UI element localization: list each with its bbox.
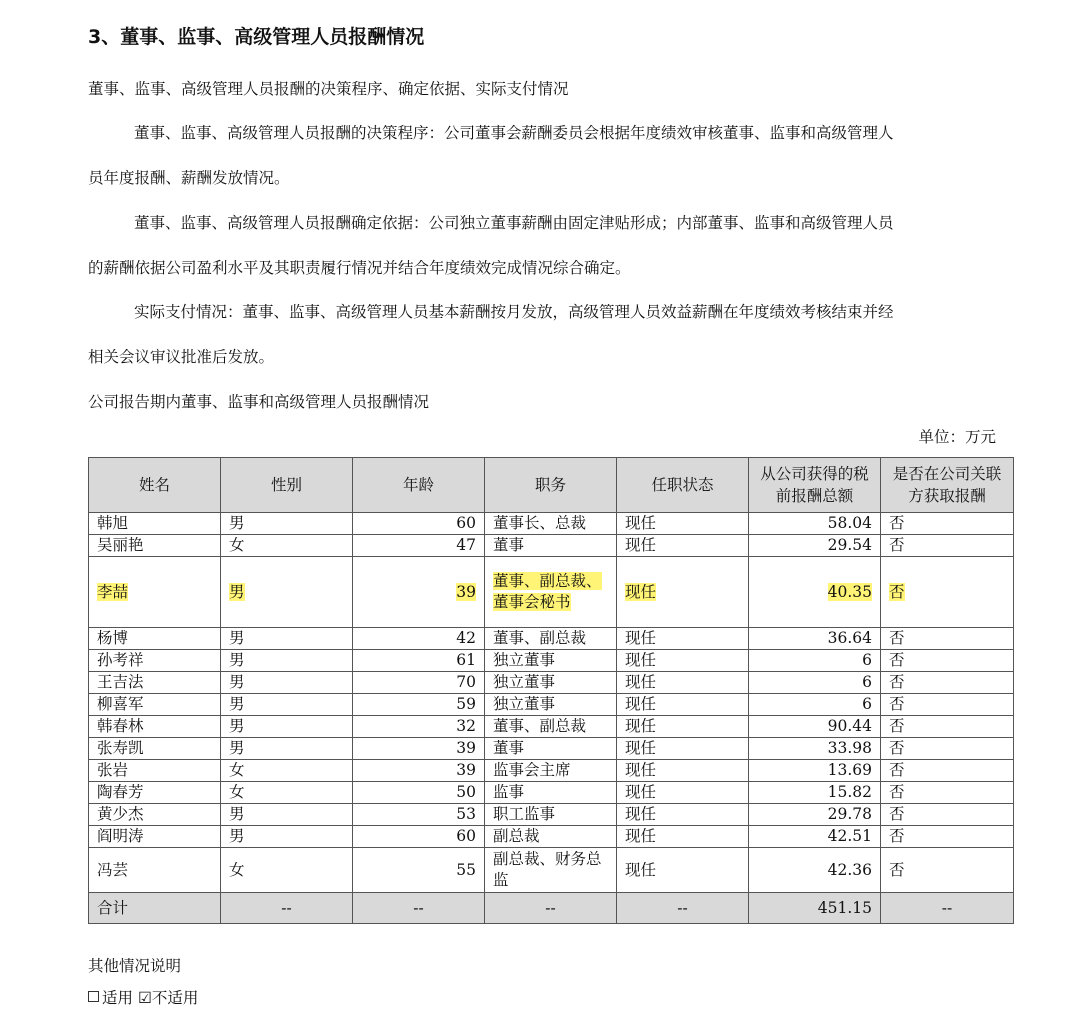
cell-pay: 15.82: [749, 782, 881, 804]
cell-pay: 29.54: [749, 535, 881, 557]
table-caption: 公司报告期内董事、监事和高级管理人员报酬情况: [88, 393, 430, 411]
table-row: [89, 738, 1014, 760]
cell-pay: 58.04: [749, 513, 881, 535]
cell-name: 韩春林: [89, 716, 221, 738]
cell-related: 否: [881, 716, 1014, 738]
cell-status: 现任: [617, 826, 749, 848]
cell-position: 独立董事: [485, 650, 617, 672]
cell-position: 独立董事: [485, 672, 617, 694]
cell-gender: 男: [221, 738, 353, 760]
table-row: [89, 826, 1014, 848]
cell-age: [353, 557, 485, 628]
cell-name: 孙考祥: [89, 650, 221, 672]
cell-position: [485, 557, 617, 628]
unit-label: 单位：万元: [918, 428, 996, 446]
cell-position: 董事: [485, 738, 617, 760]
cell-age: 47: [353, 535, 485, 557]
table-row: [89, 804, 1014, 826]
table-row: [89, 628, 1014, 650]
cell-related: 否: [881, 672, 1014, 694]
table-total-row: [89, 893, 1014, 924]
cell-related: 否: [881, 535, 1014, 557]
header-age: 年龄: [353, 458, 485, 513]
checkbox-not-applicable-checked[interactable]: ☑: [137, 989, 152, 1007]
cell-position: 职工监事: [485, 804, 617, 826]
cell-gender: 男: [221, 716, 353, 738]
cell-pay: 90.44: [749, 716, 881, 738]
cell-status: 现任: [617, 716, 749, 738]
cell-name: 张寿凯: [89, 738, 221, 760]
table-row: [89, 782, 1014, 804]
cell-gender: 男: [221, 513, 353, 535]
cell-gender: 男: [221, 650, 353, 672]
table-row: [89, 848, 1014, 893]
cell-age: 61: [353, 650, 485, 672]
highlighted-related: 否: [889, 582, 905, 601]
cell-pay: 6: [749, 694, 881, 716]
cell-related: [881, 557, 1014, 628]
cell-pay: 6: [749, 650, 881, 672]
para-basis-line2: 的薪酬依据公司盈利水平及其职责履行情况并结合年度绩效完成情况综合确定。: [88, 259, 631, 277]
cell-age: 50: [353, 782, 485, 804]
cell-position: 副总裁、财务总监: [485, 848, 617, 893]
applicability-options: [88, 986, 198, 1008]
cell-status: 现任: [617, 672, 749, 694]
cell-status: 现任: [617, 760, 749, 782]
header-related: 是否在公司关联方获取报酬: [881, 458, 1014, 513]
cell-pay: 13.69: [749, 760, 881, 782]
cell-name: 张岩: [89, 760, 221, 782]
cell-name: [89, 557, 221, 628]
subtitle: 董事、监事、高级管理人员报酬的决策程序、确定依据、实际支付情况: [88, 80, 569, 98]
cell-name: 杨博: [89, 628, 221, 650]
cell-position: 监事会主席: [485, 760, 617, 782]
table-row: [89, 694, 1014, 716]
para-payment-line2: 相关会议审议批准后发放。: [88, 348, 275, 366]
cell-related: 否: [881, 694, 1014, 716]
cell-related: 否: [881, 782, 1014, 804]
cell-age: 60: [353, 513, 485, 535]
cell-gender: 男: [221, 804, 353, 826]
cell-name: 阎明涛: [89, 826, 221, 848]
total-label: 合计: [89, 893, 221, 924]
cell-position: 董事长、总裁: [485, 513, 617, 535]
other-info-label: 其他情况说明: [88, 957, 182, 975]
cell-pay: 42.36: [749, 848, 881, 893]
table-row-highlighted: [89, 557, 1014, 628]
total-related: --: [881, 893, 1014, 924]
table-row: [89, 760, 1014, 782]
cell-pay: 36.64: [749, 628, 881, 650]
highlighted-age: 39: [456, 582, 476, 601]
cell-age: 70: [353, 672, 485, 694]
header-position: 职务: [485, 458, 617, 513]
cell-status: 现任: [617, 694, 749, 716]
header-pay: 从公司获得的税前报酬总额: [749, 458, 881, 513]
total-age: --: [353, 893, 485, 924]
cell-status: 现任: [617, 804, 749, 826]
option-applicable-label: 适用: [102, 989, 134, 1007]
cell-name: 黄少杰: [89, 804, 221, 826]
cell-pay: [749, 557, 881, 628]
cell-related: 否: [881, 826, 1014, 848]
cell-gender: 男: [221, 628, 353, 650]
cell-age: 60: [353, 826, 485, 848]
para-payment-line1: 实际支付情况：董事、监事、高级管理人员基本薪酬按月发放，高级管理人员效益薪酬在年度绩效考核结束并经: [134, 303, 894, 321]
cell-gender: 女: [221, 782, 353, 804]
option-not-applicable-label: 不适用: [151, 989, 199, 1007]
cell-status: 现任: [617, 535, 749, 557]
para-basis-line1: 董事、监事、高级管理人员报酬确定依据：公司独立董事薪酬由固定津贴形成；内部董事、监事和高级管理人员: [134, 214, 894, 232]
cell-pay: 6: [749, 672, 881, 694]
cell-age: 32: [353, 716, 485, 738]
checkbox-applicable[interactable]: [88, 991, 99, 1002]
cell-position: 独立董事: [485, 694, 617, 716]
cell-related: 否: [881, 760, 1014, 782]
total-status: --: [617, 893, 749, 924]
cell-gender: 女: [221, 848, 353, 893]
cell-status: 现任: [617, 513, 749, 535]
cell-name: 吴丽艳: [89, 535, 221, 557]
cell-age: 55: [353, 848, 485, 893]
cell-status: 现任: [617, 628, 749, 650]
cell-pay: 29.78: [749, 804, 881, 826]
cell-related: 否: [881, 738, 1014, 760]
header-name: 姓名: [89, 458, 221, 513]
total-pay: 451.15: [749, 893, 881, 924]
cell-status: 现任: [617, 782, 749, 804]
header-status: 任职状态: [617, 458, 749, 513]
highlighted-position: 董事、副总裁、董事会秘书: [493, 572, 602, 611]
cell-age: 53: [353, 804, 485, 826]
highlighted-status: 现任: [625, 582, 657, 601]
cell-gender: 女: [221, 535, 353, 557]
cell-position: 副总裁: [485, 826, 617, 848]
header-gender: 性别: [221, 458, 353, 513]
table-row: [89, 650, 1014, 672]
cell-status: 现任: [617, 650, 749, 672]
table-row: [89, 672, 1014, 694]
cell-related: 否: [881, 804, 1014, 826]
highlighted-name: 李喆: [97, 582, 129, 601]
table-header-row: [89, 458, 1014, 513]
cell-age: 39: [353, 760, 485, 782]
table-row: [89, 716, 1014, 738]
cell-name: 冯芸: [89, 848, 221, 893]
cell-pay: 33.98: [749, 738, 881, 760]
cell-position: 监事: [485, 782, 617, 804]
cell-gender: 男: [221, 826, 353, 848]
cell-pay: 42.51: [749, 826, 881, 848]
total-gender: --: [221, 893, 353, 924]
cell-position: 董事: [485, 535, 617, 557]
section-title: 3、董事、监事、高级管理人员报酬情况: [88, 26, 425, 48]
cell-age: 59: [353, 694, 485, 716]
cell-position: 董事、副总裁: [485, 716, 617, 738]
highlighted-pay: 40.35: [827, 582, 872, 601]
cell-age: 39: [353, 738, 485, 760]
cell-gender: 女: [221, 760, 353, 782]
para-decision-line1: 董事、监事、高级管理人员报酬的决策程序：公司董事会薪酬委员会根据年度绩效审核董事、监事和高级管理人: [134, 124, 894, 142]
cell-related: 否: [881, 628, 1014, 650]
cell-related: 否: [881, 848, 1014, 893]
cell-name: 王吉法: [89, 672, 221, 694]
cell-name: 柳喜军: [89, 694, 221, 716]
highlighted-gender: 男: [229, 582, 245, 601]
table-row: [89, 535, 1014, 557]
cell-related: 否: [881, 650, 1014, 672]
cell-position: 董事、副总裁: [485, 628, 617, 650]
cell-age: 42: [353, 628, 485, 650]
cell-status: 现任: [617, 848, 749, 893]
cell-status: 现任: [617, 738, 749, 760]
cell-related: 否: [881, 513, 1014, 535]
compensation-table: [88, 457, 1014, 924]
cell-gender: 男: [221, 694, 353, 716]
cell-gender: 男: [221, 672, 353, 694]
total-position: --: [485, 893, 617, 924]
cell-name: 韩旭: [89, 513, 221, 535]
cell-status: [617, 557, 749, 628]
para-decision-line2: 员年度报酬、薪酬发放情况。: [88, 169, 290, 187]
cell-name: 陶春芳: [89, 782, 221, 804]
cell-gender: [221, 557, 353, 628]
table-row: [89, 513, 1014, 535]
